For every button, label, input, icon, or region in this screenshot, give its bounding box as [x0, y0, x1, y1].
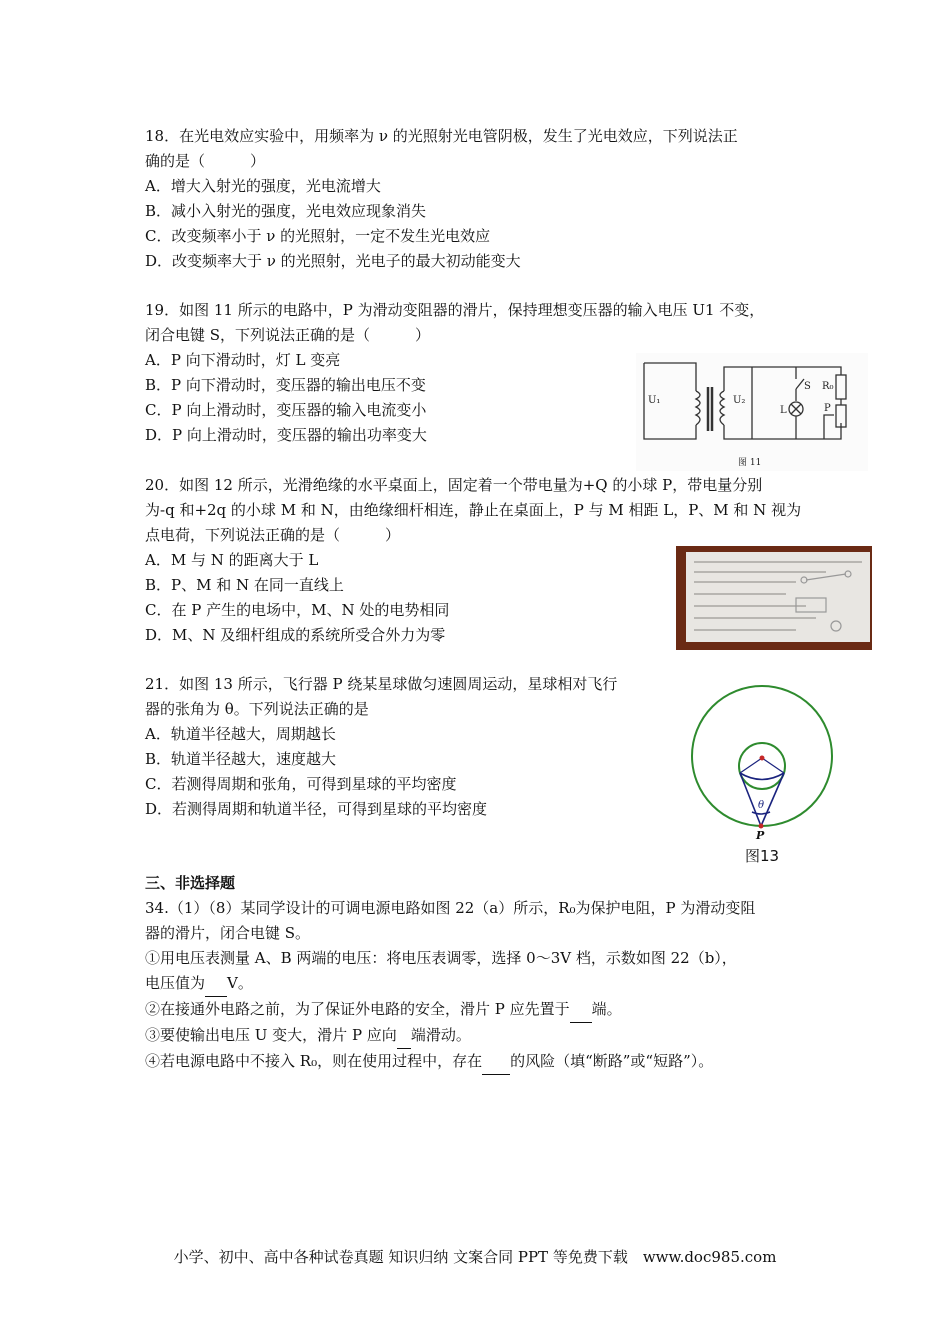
label-r0: R₀ [822, 381, 834, 392]
figure-12-photo [676, 546, 872, 650]
question-18 [145, 124, 738, 274]
answer-blank[interactable] [570, 997, 592, 1023]
sub-question-1: ①用电压表测量 A、B 两端的电压：将电压表调零，选择 0～3V 档，示数如图 22（b）， [145, 949, 737, 967]
option-c: C．P 向上滑动时，变压器的输入电流变小 [145, 401, 427, 419]
option-d: D．若测得周期和轨道半径，可得到星球的平均密度 [145, 800, 488, 818]
question-stem: 21．如图 13 所示，飞行器 P 绕某星球做匀速圆周运动，星球相对飞行 [145, 675, 618, 693]
label-p: P [824, 403, 831, 414]
option-b: B．减小入射光的强度，光电效应现象消失 [145, 202, 427, 220]
label-p: P [756, 829, 765, 842]
option-a: A．增大入射光的强度，光电流增大 [145, 177, 381, 195]
answer-blank[interactable] [205, 971, 227, 997]
question-stem: 20．如图 12 所示，光滑绝缘的水平桌面上，固定着一个带电量为+Q 的小球 P，带电量分别 [145, 476, 763, 494]
question-stem: 34.（1）（8）某同学设计的可调电源电路如图 22（a）所示，R₀为保护电阻，P 为滑动变阻 [145, 899, 756, 917]
question-stem: 点电荷，下列说法正确的是（ ） [145, 526, 401, 544]
question-34 [145, 896, 755, 1075]
figure-caption: 图13 [745, 847, 780, 865]
option-b: B．轨道半径越大，速度越大 [145, 750, 337, 768]
option-c: C．在 P 产生的电场中，M、N 处的电势相同 [145, 601, 450, 619]
option-c: C．改变频率小于 ν 的光照射，一定不发生光电效应 [145, 227, 491, 245]
option-c: C．若测得周期和张角，可得到星球的平均密度 [145, 775, 457, 793]
sub-question-3: ③要使输出电压 U 变大，滑片 P 应向 端滑动。 [145, 1023, 755, 1049]
answer-blank[interactable] [482, 1049, 510, 1075]
question-stem: 器的滑片，闭合电键 S。 [145, 924, 311, 942]
option-a: A．轨道半径越大，周期越长 [145, 725, 336, 743]
option-d: D．P 向上滑动时，变压器的输出功率变大 [145, 426, 427, 444]
option-a: A．M 与 N 的距离大于 L [145, 551, 319, 569]
answer-blank[interactable] [397, 1023, 411, 1049]
figure-11-transformer-circuit [636, 353, 868, 471]
sub-question-2: ②在接通外电路之前，为了保证外电路的安全，滑片 P 应先置于 端。 [145, 997, 755, 1023]
label-u1: U₁ [648, 395, 661, 406]
question-stem: 18．在光电效应实验中，用频率为 ν 的光照射光电管阴极，发生了光电效应，下列说法正 [145, 127, 738, 145]
question-stem: 确的是（ ） [145, 152, 266, 170]
option-a: A．P 向下滑动时，灯 L 变亮 [145, 351, 341, 369]
option-b: B．P 向下滑动时，变压器的输出电压不变 [145, 376, 426, 394]
label-u2: U₂ [733, 395, 746, 406]
label-l: L [780, 405, 787, 416]
footer: 小学、初中、高中各种试卷真题 知识归纳 文案合同 PPT 等免费下载 www.doc985.com [173, 1248, 777, 1266]
option-d: D．M、N 及细杆组成的系统所受合外力为零 [145, 626, 446, 644]
figure-13-orbit [690, 680, 840, 870]
figure-caption: 图 11 [738, 458, 762, 468]
question-stem: 器的张角为 θ。下列说法正确的是 [145, 700, 369, 718]
section-title: 三、非选择题 [145, 874, 236, 892]
sub-question-4: ④若电源电路中不接入 R₀，则在使用过程中，存在 的风险（填“断路”或“短路”）。 [145, 1049, 755, 1075]
label-theta: θ [758, 800, 765, 811]
label-s: S [804, 381, 811, 392]
sub-question-1-cont: 电压值为 V。 [145, 971, 755, 997]
question-21 [145, 672, 617, 822]
question-stem: 闭合电键 S，下列说法正确的是（ ） [145, 326, 431, 344]
option-b: B．P、M 和 N 在同一直线上 [145, 576, 344, 594]
question-stem: 19．如图 11 所示的电路中，P 为滑动变阻器的滑片，保持理想变压器的输入电压 U1 不变， [145, 301, 765, 319]
option-d: D．改变频率大于 ν 的光照射，光电子的最大初动能变大 [145, 252, 521, 270]
question-stem: 为-q 和+2q 的小球 M 和 N，由绝缘细杆相连，静止在桌面上，P 与 M 相距 L，P、M 和 N 视为 [145, 501, 802, 519]
